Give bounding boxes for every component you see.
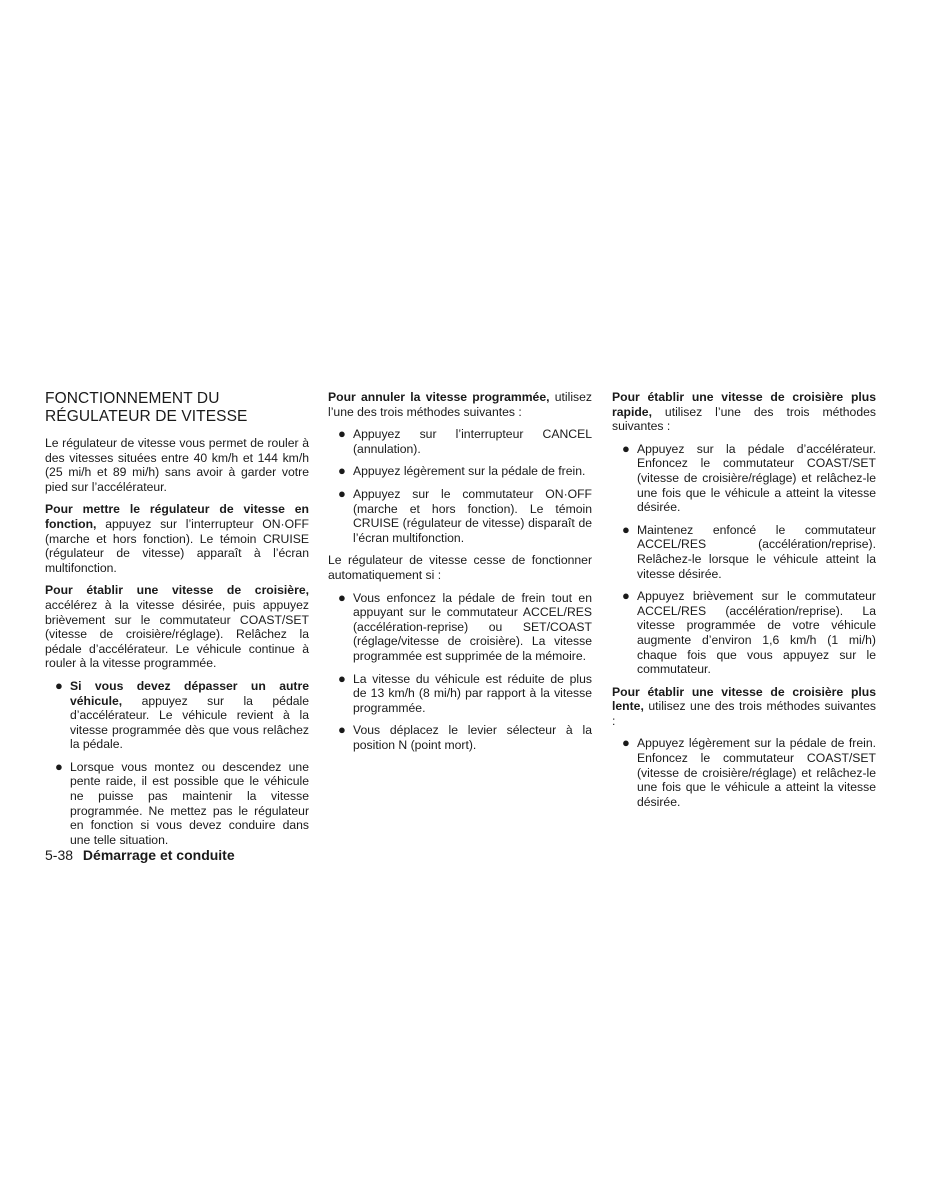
faster-methods-list [612, 442, 876, 677]
activate-bold: Pour mettre le régulateur de vitesse en fonction, [45, 502, 309, 531]
list-item [328, 427, 592, 456]
page-number: 5-38 [45, 847, 74, 863]
list-item-text: Vous enfoncez la pédale de frein tout en appuyant sur le commutateur ACCEL/RES (accélération-reprise) ou SET/COAST (réglage/vitesse de croisière). La vitesse programmée est supprimée de la mémoire. [353, 590, 592, 663]
slower-text: utilisez une des trois méthodes suivantes : [612, 699, 876, 728]
faster-bold: Pour établir une vitesse de croisière plus rapide, [612, 390, 876, 419]
list-item-text: Vous déplacez le levier sélecteur à la position N (point mort). [353, 723, 592, 752]
page-footer [45, 847, 235, 864]
section-title: Démarrage et conduite [82, 847, 235, 863]
cancel-methods-list [328, 427, 592, 545]
heading-line-2: RÉGULATEUR DE VITESSE [45, 408, 248, 425]
bullet-icon: ● [622, 735, 630, 751]
activate-paragraph [45, 502, 309, 575]
slope-text: Lorsque vous montez ou descendez une pente raide, il est possible que le véhicule ne puisse pas maintenir la vitesse programmée. Ne mettez pas le régulateur en fonction si vous devez conduire dans une telle situation. [70, 759, 309, 847]
list-item-text: Appuyez légèrement sur la pédale de frein. Enfoncez le commutateur COAST/SET (vitesse de croisière/réglage) et relâchez-le une fois que le véhicule a atteint la vitesse désirée. [637, 736, 876, 809]
bullet-icon: ● [338, 670, 346, 686]
auto-cancel-list [328, 591, 592, 753]
overtake-bold: Si vous devez dépasser un autre véhicule, [70, 678, 309, 708]
list-item [45, 760, 309, 848]
cancel-text: utilisez l’une des trois méthodes suivantes : [328, 390, 593, 419]
slower-methods-list [612, 736, 876, 809]
col1-bullet-list [45, 679, 309, 848]
list-item [612, 736, 876, 809]
cancel-bold: Pour annuler la vitesse programmée, [328, 390, 550, 404]
list-item [328, 464, 592, 479]
set-speed-bold: Pour établir une vitesse de croisière, [45, 583, 309, 598]
bullet-icon: ● [55, 677, 63, 693]
faster-text: utilisez l’une des trois méthodes suivantes : [612, 404, 876, 434]
slower-paragraph [612, 685, 876, 729]
bullet-icon: ● [338, 722, 346, 738]
list-item-text: Appuyez sur la pédale d’accélérateur. Enfoncez le commutateur COAST/SET (vitesse de croisière/réglage) et relâchez-le une fois que le véhicule a atteint la vitesse désirée. [637, 441, 876, 515]
list-item-text: Appuyez sur le commutateur ON·OFF (marche et hors fonction). Le témoin CRUISE (régulateur de vitesse) disparaît de l’écran multifonction. [353, 486, 592, 545]
list-item [612, 523, 876, 581]
bullet-icon: ● [622, 588, 630, 604]
set-speed-paragraph [45, 583, 309, 671]
list-item [45, 679, 309, 752]
list-item [328, 723, 592, 752]
bullet-icon: ● [338, 589, 346, 605]
heading-line-1: FONCTIONNEMENT DU [45, 390, 220, 407]
set-speed-text: accélérez à la vitesse désirée, puis appuyez brièvement sur le commutateur COAST/SET (vitesse de croisière/réglage). Relâchez la pédale d’accélérateur. Le véhicule continue à rouler à la vitesse programmée. [45, 597, 309, 671]
bullet-icon: ● [338, 463, 346, 479]
cancel-paragraph [328, 390, 592, 419]
activate-text: appuyez sur l’interrupteur ON·OFF (marche et hors fonction). Le témoin CRUISE (régulateur de vitesse) apparaît à l’écran multifonction. [45, 516, 309, 575]
slower-bold: Pour établir une vitesse de croisière plus lente, [612, 684, 876, 714]
intro-paragraph: Le régulateur de vitesse vous permet de rouler à des vitesses situées entre 40 km/h et 144 km/h (25 mi/h et 89 mi/h) sans avoir à garder votre pied sur l’accélérateur. [45, 436, 309, 494]
list-item-text: Maintenez enfoncé le commutateur ACCEL/RES (accélération/reprise). Relâchez-le lorsque le véhicule atteint la vitesse désirée. [637, 522, 876, 581]
bullet-icon: ● [622, 440, 630, 456]
bullet-icon: ● [622, 521, 630, 537]
list-item-text: Appuyez sur l’interrupteur CANCEL (annulation). [353, 427, 592, 456]
bullet-icon: ● [338, 485, 346, 501]
list-item [612, 589, 876, 677]
list-item [328, 591, 592, 664]
section-heading [45, 390, 309, 426]
column-3 [612, 390, 876, 817]
list-item [612, 442, 876, 515]
list-item [328, 487, 592, 545]
list-item-text: Appuyez brièvement sur le commutateur ACCEL/RES (accélération/reprise). La vitesse programmée de votre véhicule augmente d’environ 1,6 km/h (1 mi/h) chaque fois que vous appuyez sur le commutateur. [637, 589, 876, 677]
list-item [328, 672, 592, 716]
column-2 [328, 390, 592, 760]
list-item-text: Appuyez légèrement sur la pédale de frein. [353, 464, 586, 479]
bullet-icon: ● [338, 426, 346, 442]
column-1 [45, 390, 309, 855]
list-item-text: La vitesse du véhicule est réduite de plus de 13 km/h (8 mi/h) par rapport à la vitesse programmée. [353, 671, 592, 715]
bullet-icon: ● [55, 758, 63, 774]
faster-paragraph [612, 390, 876, 434]
auto-cancel-paragraph: Le régulateur de vitesse cesse de fonctionner automatiquement si : [328, 553, 592, 582]
overtake-text: appuyez sur la pédale d’accélérateur. Le véhicule revient à la vitesse programmée dès que vous relâchez la pédale. [70, 693, 309, 752]
